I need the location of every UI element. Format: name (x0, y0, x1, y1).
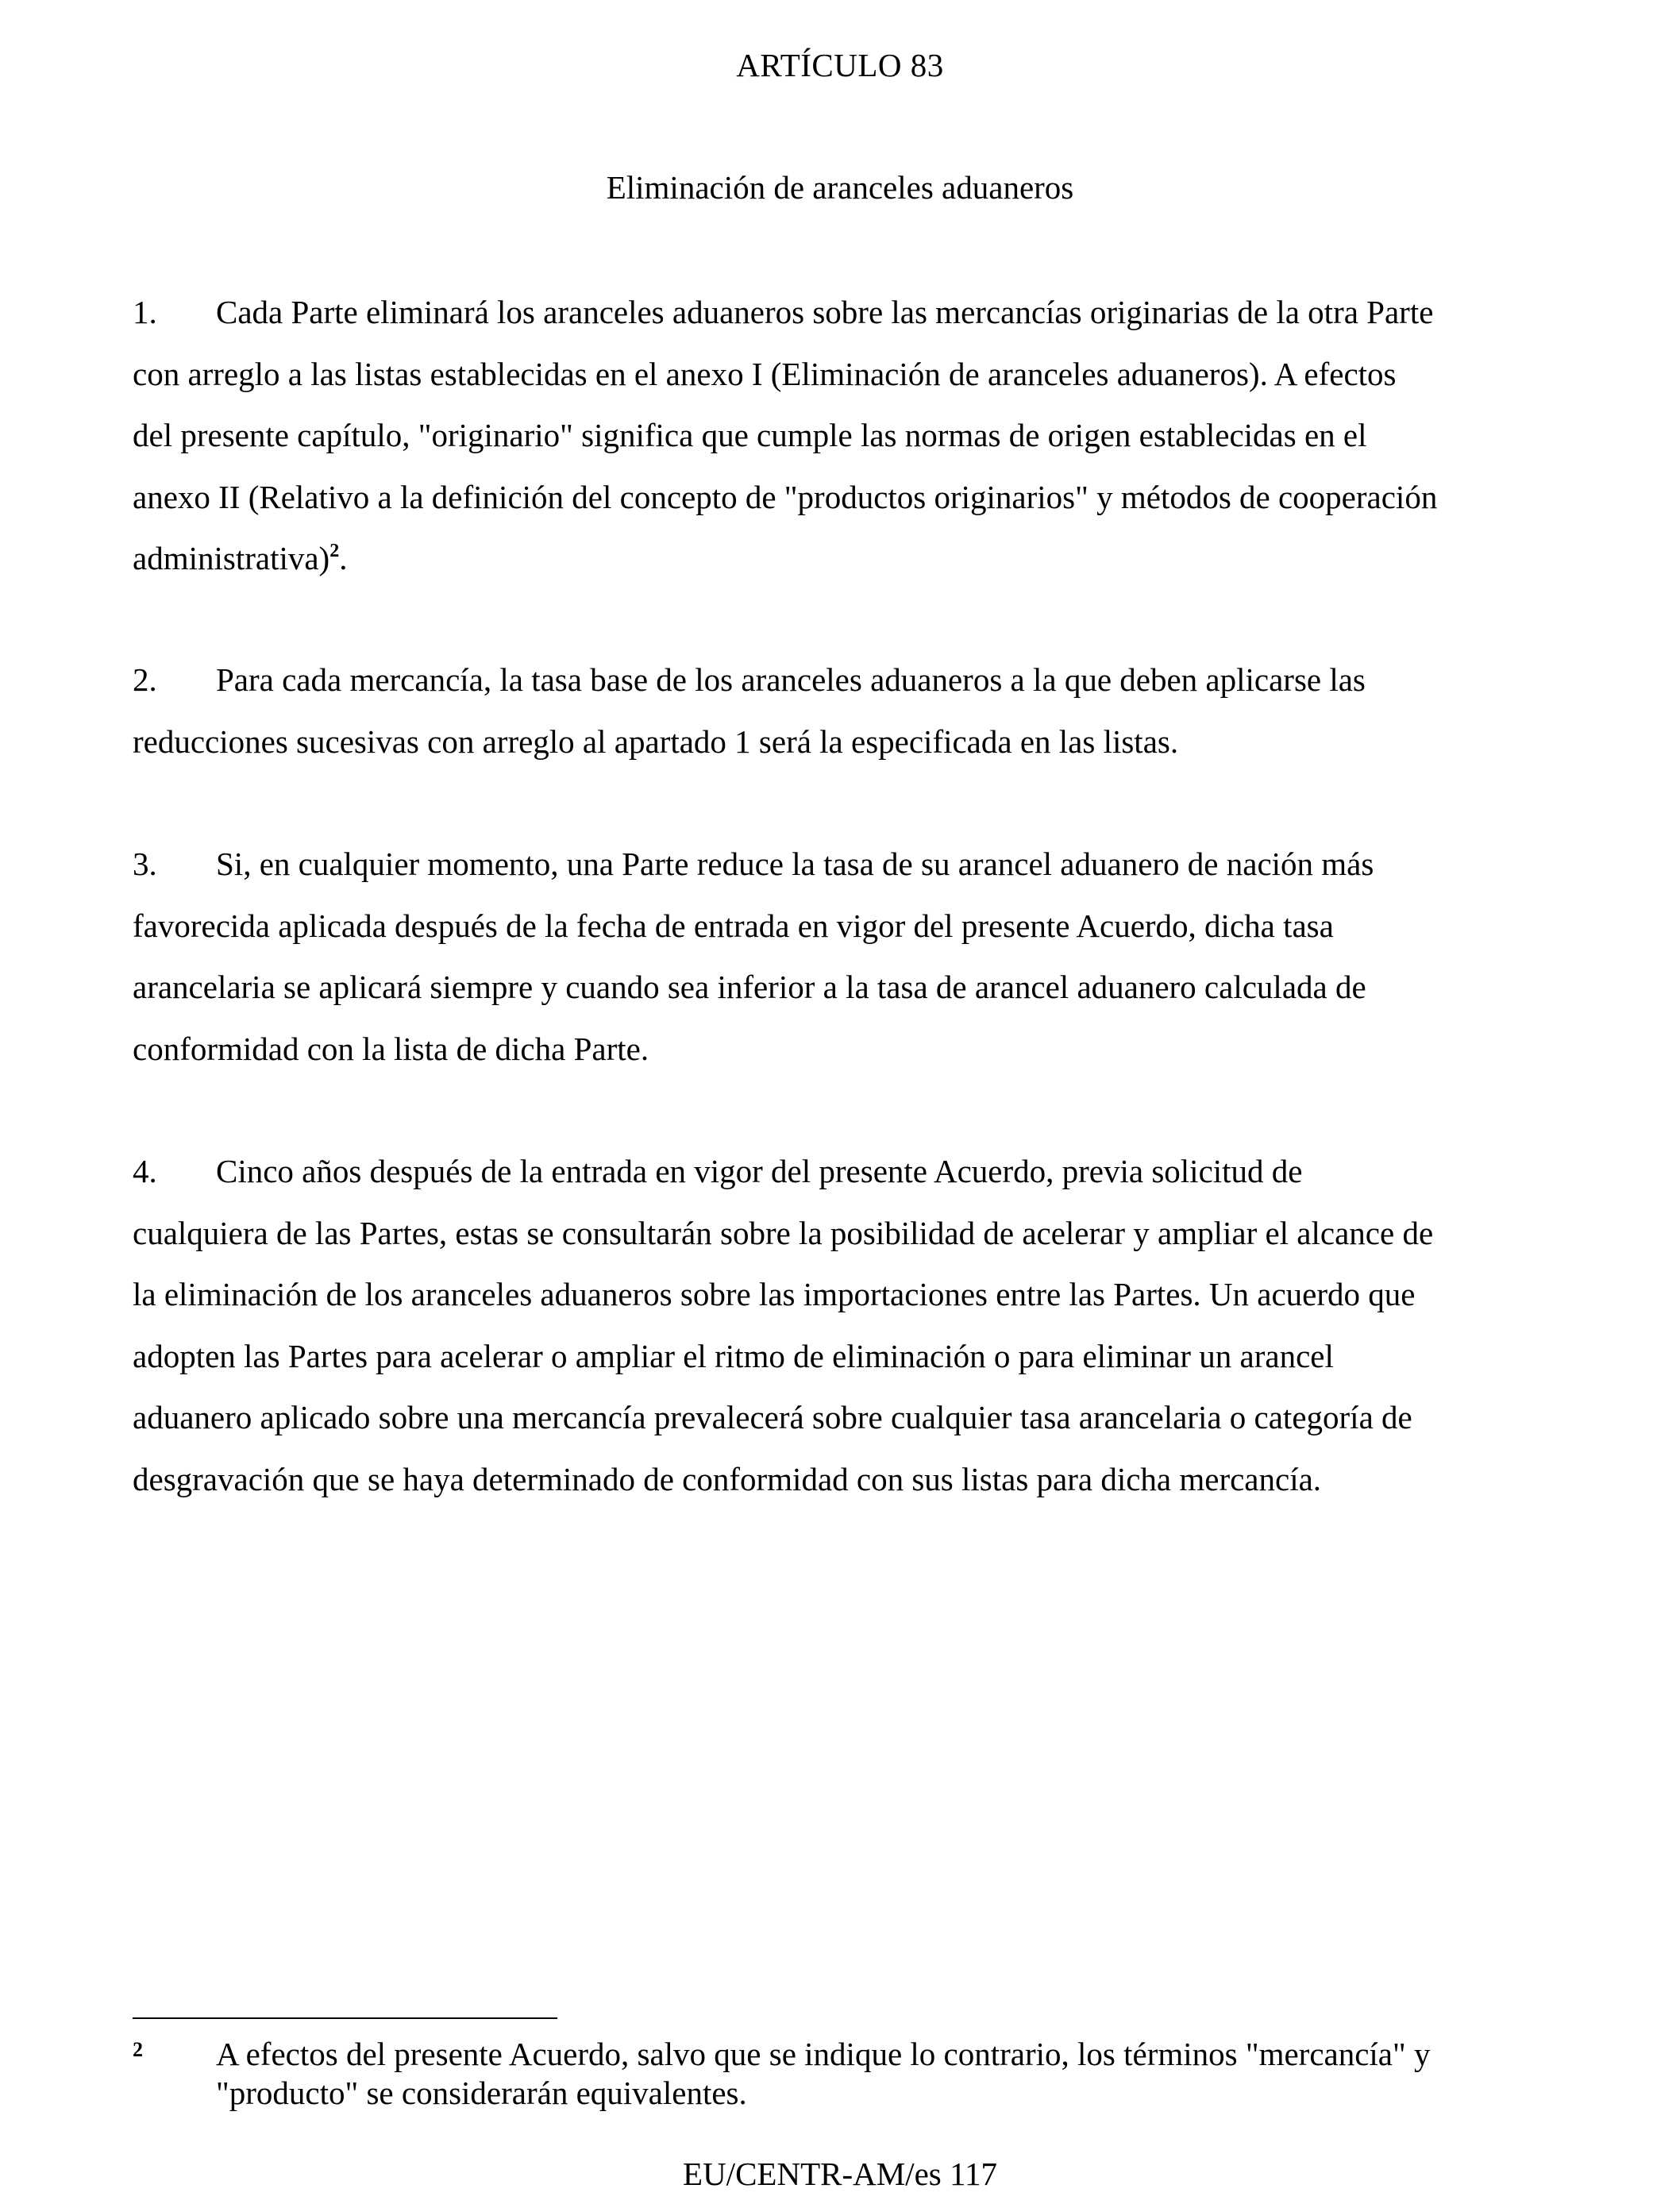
paragraph-line (133, 528, 1554, 590)
paragraph-number: 3. (133, 846, 157, 882)
paragraph-text: administrativa) (133, 540, 330, 576)
footnote-mark: 2 (133, 2038, 143, 2061)
paragraph-line: conformidad con la lista de dicha Parte. (133, 1030, 649, 1067)
paragraph-text: Cada Parte eliminará los aranceles aduaneros sobre las mercancías originarias de la otra Parte (216, 294, 1434, 330)
paragraph-line: reducciones sucesivas con arreglo al apartado 1 será la especificada en las listas. (133, 722, 1179, 760)
paragraph-line: cualquiera de las Partes, estas se consultarán sobre la posibilidad de acelerar y ampliar el alcance de (133, 1214, 1434, 1251)
footnote (133, 2035, 1554, 2113)
paragraph-number: 4. (133, 1153, 157, 1189)
footnote-line: "producto" se considerarán equivalentes. (216, 2075, 747, 2111)
paragraph-2 (133, 649, 1554, 773)
paragraph-1 (133, 282, 1554, 590)
footnote-separator (133, 2017, 557, 2019)
footnote-text (216, 2035, 1554, 2113)
paragraph-line: la eliminación de los aranceles aduaneros sobre las importaciones entre las Partes. Un acuerdo que (133, 1276, 1416, 1312)
paragraph-line: del presente capítulo, "originario" significa que cumple las normas de origen establecidas en el (133, 417, 1367, 453)
paragraph-3 (133, 834, 1554, 1080)
paragraph-text: Para cada mercancía, la tasa base de los aranceles aduaneros a la que deben aplicarse las (216, 661, 1366, 698)
paragraph-number: 1. (133, 294, 157, 330)
paragraph-text: Si, en cualquier momento, una Parte reduce la tasa de su arancel aduanero de nación más (216, 846, 1374, 882)
paragraph-number: 2. (133, 661, 157, 698)
paragraph-line: arancelaria se aplicará siempre y cuando sea inferior a la tasa de arancel aduanero calculada de (133, 969, 1366, 1005)
paragraph-line: desgravación que se haya determinado de conformidad con sus listas para dicha mercancía. (133, 1460, 1322, 1497)
page-footer-reference: EU/CENTR-AM/es 117 (683, 2156, 997, 2192)
paragraph-line: con arreglo a las listas establecidas en el anexo I (Eliminación de aranceles aduaneros). A efectos (133, 355, 1397, 392)
paragraph-line: aduanero aplicado sobre una mercancía prevalecerá sobre cualquier tasa arancelaria o categoría de (133, 1399, 1412, 1435)
paragraph-tail: . (339, 540, 348, 576)
paragraph-line: favorecida aplicada después de la fecha de entrada en vigor del presente Acuerdo, dicha tasa (133, 907, 1334, 944)
article-number: ARTÍCULO 83 (736, 47, 944, 83)
footnote-line: A efectos del presente Acuerdo, salvo que se indique lo contrario, los términos "mercancía" y (216, 2036, 1431, 2072)
article-title: Eliminación de aranceles aduaneros (606, 169, 1074, 206)
paragraph-text: Cinco años después de la entrada en vigor del presente Acuerdo, previa solicitud de (216, 1153, 1303, 1189)
paragraph-line (133, 649, 1554, 711)
paragraph-line (133, 1141, 1554, 1203)
footnote-reference[interactable]: 2 (329, 541, 340, 561)
paragraph-line: adopten las Partes para acelerar o ampliar el ritmo de eliminación o para eliminar un arancel (133, 1337, 1334, 1374)
paragraph-4 (133, 1141, 1554, 1510)
paragraph-line (133, 282, 1554, 344)
paragraph-line (133, 834, 1554, 896)
paragraph-line: anexo II (Relativo a la definición del concepto de "productos originarios" y métodos de cooperación (133, 478, 1438, 515)
